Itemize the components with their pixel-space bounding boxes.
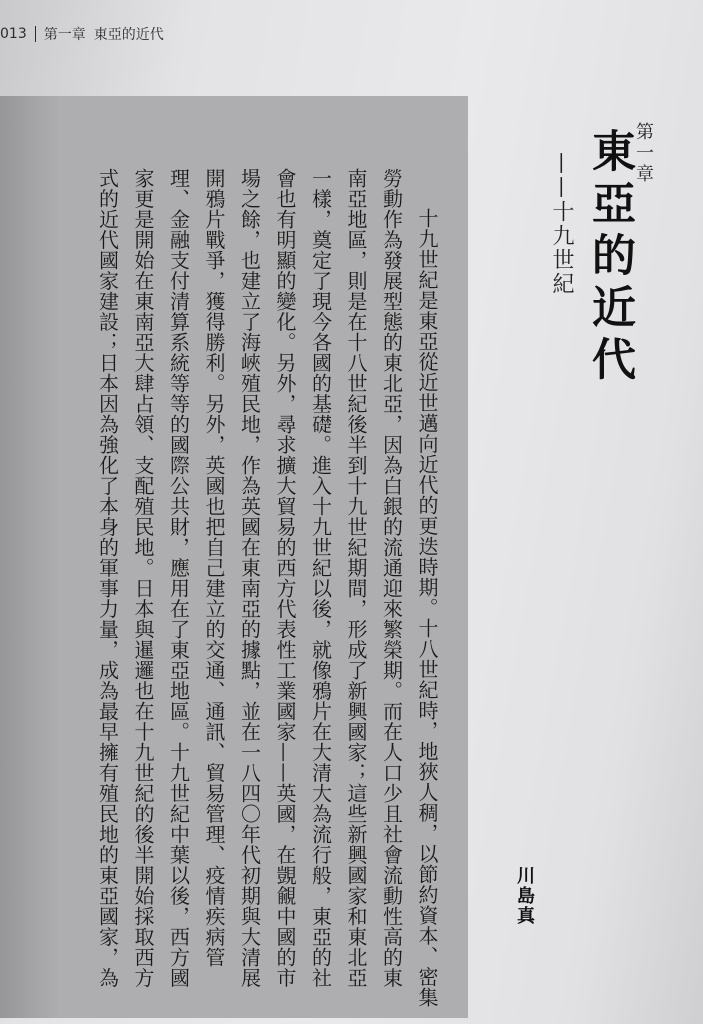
chapter-subtitle: ——十九世紀 [549,152,574,296]
running-head-chapter: 第一章 [43,27,86,43]
running-head [0,22,164,46]
header-divider [35,26,36,42]
body-text [44,168,444,1008]
running-head-chapter-name: 東亞的近代 [93,27,164,43]
chapter-label: 第一章 [633,122,654,185]
page-number: 013 [0,26,27,42]
author-name: 川島真 [514,866,535,926]
body-paragraph: 十九世紀是東亞從近世邁向近代的更迭時期。十八世紀時，地狹人稠，以節約資本、密集勞動作為發展型態的東北亞，因為白銀的流通迎來繁榮期。而在人口少且社會流動性高的東南亞地區，則是在十八世紀後半到十九世紀期間，形成了新興國家；這些新興國家和東北亞一樣，奠定了現今各國的基礎。進入十九世紀以後，就像鴉片在大清大為流行般，東亞的社會也有明顯的變化。另外，尋求擴大貿易的西方代表性工業國家——英國，在覬覦中國的市場之餘，也建立了海峽殖民地，作為英國在東南亞的據點，並在一八四〇年代初期與大清展開鴉片戰爭，獲得勝利。另外，英國也把自己建立的交通、通訊、貿易管理、疫情疾病管理、金融支付清算系統等等的國際公共財，應用在了東亞地區。十九世紀中葉以後，西方國家更是開始在東南亞大肆占領、支配殖民地。日本與暹邏也在十九世紀的後半開始採取西方式的近代國家建設；日本因為強化了本身的軍事力量，成為最早擁有殖民地的東亞國家，為 [95,168,439,1008]
chapter-title: 東亞的近代 [584,128,635,388]
